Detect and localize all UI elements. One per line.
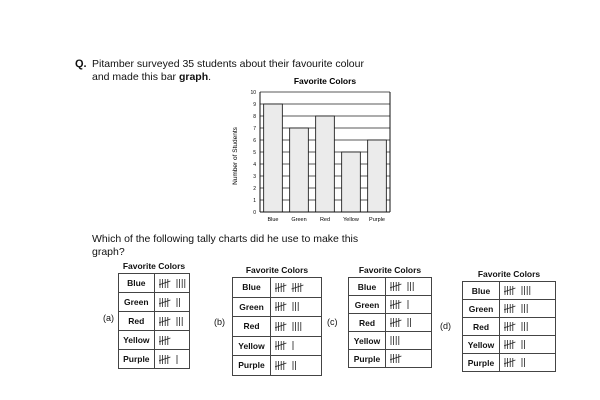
y-tick-label: 8: [253, 114, 256, 120]
option-letter: (a): [103, 313, 114, 323]
tally-row: [349, 350, 432, 368]
tally-row: [119, 331, 190, 350]
option-letter: (d): [440, 321, 451, 331]
tally-marks: [275, 340, 298, 351]
tally-title: Favorite Colors: [358, 265, 422, 275]
tally-marks: [275, 282, 312, 293]
tally-color-label: Purple: [233, 356, 271, 376]
bar-purple: [368, 140, 387, 212]
tally-row: [349, 296, 432, 314]
tally-chart-b: [232, 277, 322, 376]
tally-marks-cell: [386, 278, 432, 296]
tally-marks: [390, 299, 413, 310]
tally-color-label: Yellow: [119, 331, 155, 350]
tally-chart-c: [348, 277, 432, 368]
question-line-1: Pitamber surveyed 35 students about their favourite colour: [92, 58, 364, 70]
tally-marks-cell: [271, 336, 322, 356]
tally-marks: [390, 335, 403, 346]
tally-marks-cell: [271, 297, 322, 317]
tally-marks: [504, 321, 532, 332]
tally-chart-a: [118, 273, 190, 369]
x-tick-label: Blue: [267, 217, 279, 223]
option-letter: (b): [214, 317, 225, 327]
tally-row: [233, 317, 322, 337]
question-text: [92, 58, 392, 84]
tally-row: [233, 297, 322, 317]
y-tick-label: 7: [253, 126, 256, 132]
tally-marks: [390, 353, 410, 364]
tally-color-label: Red: [119, 312, 155, 331]
tally-row: [349, 278, 432, 296]
tally-row: [119, 293, 190, 312]
tally-color-label: Blue: [463, 282, 500, 300]
y-tick-label: 9: [253, 102, 256, 108]
y-tick-label: 1: [253, 198, 256, 204]
tally-color-label: Red: [463, 318, 500, 336]
option-letter: (c): [327, 317, 338, 327]
tally-row: [233, 278, 322, 298]
tally-color-label: Yellow: [349, 332, 386, 350]
y-tick-label: 2: [253, 186, 256, 192]
y-tick-label: 0: [253, 210, 256, 216]
tally-marks-cell: [500, 336, 556, 354]
tally-marks: [159, 297, 184, 308]
bold-word: graph: [178, 71, 209, 83]
x-tick-label: Green: [291, 217, 307, 223]
tally-color-label: Purple: [119, 350, 155, 369]
tally-marks-cell: [500, 282, 556, 300]
tally-marks-cell: [271, 356, 322, 376]
x-tick-label: Purple: [369, 217, 385, 223]
tally-row: [463, 318, 556, 336]
tally-row: [349, 332, 432, 350]
tally-row: [119, 312, 190, 331]
tally-row: [463, 300, 556, 318]
tally-row: [463, 336, 556, 354]
tally-marks: [275, 301, 303, 312]
bar-red: [316, 116, 335, 212]
tally-color-label: Yellow: [233, 336, 271, 356]
tally-row: [463, 354, 556, 372]
tally-marks-cell: [271, 278, 322, 298]
tally-color-label: Purple: [463, 354, 500, 372]
tally-color-label: Green: [463, 300, 500, 318]
tally-color-label: Red: [349, 314, 386, 332]
tally-marks: [159, 354, 182, 365]
tally-marks-cell: [386, 350, 432, 368]
tally-marks: [390, 317, 415, 328]
bar-blue: [264, 104, 283, 212]
tally-color-label: Green: [119, 293, 155, 312]
tally-marks: [504, 339, 529, 350]
bar-yellow: [342, 152, 361, 212]
tally-marks-cell: [500, 354, 556, 372]
tally-color-label: Blue: [349, 278, 386, 296]
bar-green: [290, 128, 309, 212]
tally-marks: [159, 316, 187, 327]
tally-color-label: Yellow: [463, 336, 500, 354]
tally-marks-cell: [154, 312, 189, 331]
y-tick-label: 10: [250, 90, 256, 96]
question-prompt: [92, 233, 392, 259]
tally-row: [119, 350, 190, 369]
tally-marks-cell: [154, 274, 189, 293]
prompt-line-2: graph?: [92, 246, 125, 258]
tally-marks: [275, 321, 305, 332]
y-tick-label: 4: [253, 162, 256, 168]
tally-marks-cell: [386, 314, 432, 332]
tally-marks: [275, 360, 300, 371]
y-tick-label: 5: [253, 150, 256, 156]
question-number: Q.: [75, 58, 87, 70]
tally-marks-cell: [386, 332, 432, 350]
y-tick-label: 3: [253, 174, 256, 180]
tally-marks: [504, 357, 529, 368]
tally-row: [463, 282, 556, 300]
tally-marks-cell: [271, 317, 322, 337]
tally-marks-cell: [386, 296, 432, 314]
tally-marks-cell: [500, 300, 556, 318]
x-tick-label: Yellow: [343, 217, 359, 223]
tally-color-label: Green: [233, 297, 271, 317]
tally-row: [233, 336, 322, 356]
tally-marks: [390, 281, 418, 292]
tally-marks-cell: [154, 350, 189, 369]
tally-row: [349, 314, 432, 332]
chart-title: Favorite Colors: [293, 76, 357, 86]
y-tick-label: 6: [253, 138, 256, 144]
tally-title: Favorite Colors: [245, 265, 309, 275]
tally-row: [119, 274, 190, 293]
tally-chart-d: [462, 281, 556, 372]
tally-marks: [504, 285, 534, 296]
question-line-2: and made this bar graph.: [92, 71, 212, 83]
tally-marks-cell: [154, 293, 189, 312]
tally-row: [233, 356, 322, 376]
prompt-line-1: Which of the following tally charts did he use to make this: [92, 233, 359, 245]
y-axis-label: Number of Students: [232, 127, 239, 185]
tally-marks: [504, 303, 532, 314]
tally-marks: [159, 278, 189, 289]
tally-marks: [159, 335, 179, 346]
x-tick-label: Red: [319, 217, 331, 223]
tally-title: Favorite Colors: [122, 261, 186, 271]
tally-color-label: Blue: [119, 274, 155, 293]
tally-color-label: Purple: [349, 350, 386, 368]
tally-color-label: Blue: [233, 278, 271, 298]
tally-color-label: Green: [349, 296, 386, 314]
tally-color-label: Red: [233, 317, 271, 337]
tally-marks-cell: [154, 331, 189, 350]
tally-title: Favorite Colors: [477, 269, 541, 279]
tally-marks-cell: [500, 318, 556, 336]
